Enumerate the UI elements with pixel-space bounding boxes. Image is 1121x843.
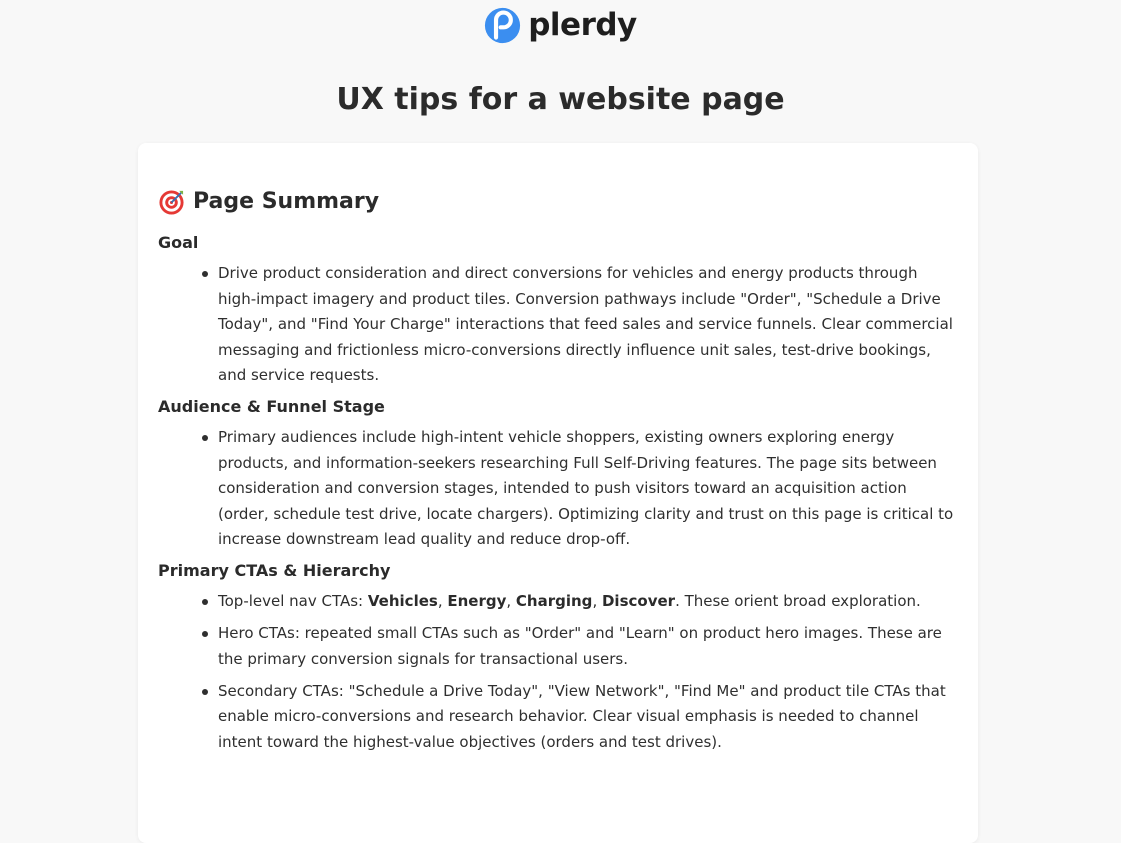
- section-heading: [158, 187, 379, 217]
- brand-logo[interactable]: [0, 7, 1121, 44]
- section-ctas: [158, 559, 958, 755]
- page-title: UX tips for a website page: [336, 82, 785, 117]
- list-item: Primary audiences include high-intent vehicle shoppers, existing owners exploring energy products, and information-seekers researching Full Self-Driving features. The page sits between consideration and conversion stages, intended to push visitors toward an acquisition action (order, schedule test drive, locate chargers). Optimizing clarity and trust on this page is critical to increase downstream lead quality and reduce drop-off.: [218, 425, 958, 553]
- subheading-ctas: Primary CTAs & Hierarchy: [158, 561, 391, 580]
- list-item: Top-level nav CTAs: Vehicles, Energy, Charging, Discover. These orient broad exploration.: [218, 589, 958, 615]
- cta-discover: Discover: [601, 592, 676, 610]
- subheading-goal: Goal: [158, 233, 199, 252]
- section-heading-text: Page Summary: [193, 189, 380, 214]
- cta-vehicles: Vehicles: [367, 592, 438, 610]
- subheading-audience: Audience & Funnel Stage: [158, 397, 385, 416]
- plerdy-logo-icon: [484, 7, 521, 44]
- list-item: Drive product consideration and direct conversions for vehicles and energy products through high-impact imagery and product tiles. Conversion pathways include "Order", "Schedule a Drive Today", and "Find Your Charge" interactions that feed sales and service funnels. Clear commercial messaging and frictionless micro-conversions directly influence unit sales, test-drive bookings, and service requests.: [218, 261, 958, 389]
- section-goal: [158, 231, 958, 389]
- cta-charging: Charging: [515, 592, 593, 610]
- list-item: Hero CTAs: repeated small CTAs such as "Order" and "Learn" on product hero images. These are the primary conversion signals for transactional users.: [218, 621, 958, 672]
- brand-name: plerdy: [528, 7, 637, 43]
- list-item: Secondary CTAs: "Schedule a Drive Today", "View Network", "Find Me" and product tile CTAs that enable micro-conversions and research behavior. Clear visual emphasis is needed to channel intent toward the highest-value objectives (orders and test drives).: [218, 679, 958, 756]
- audience-list: [158, 425, 958, 553]
- target-icon: [158, 189, 185, 216]
- summary-card: [138, 143, 978, 843]
- summary-content: [158, 231, 958, 762]
- cta-energy: Energy: [447, 592, 507, 610]
- goal-list: [158, 261, 958, 389]
- section-audience: [158, 395, 958, 553]
- ctas-list: [158, 589, 958, 755]
